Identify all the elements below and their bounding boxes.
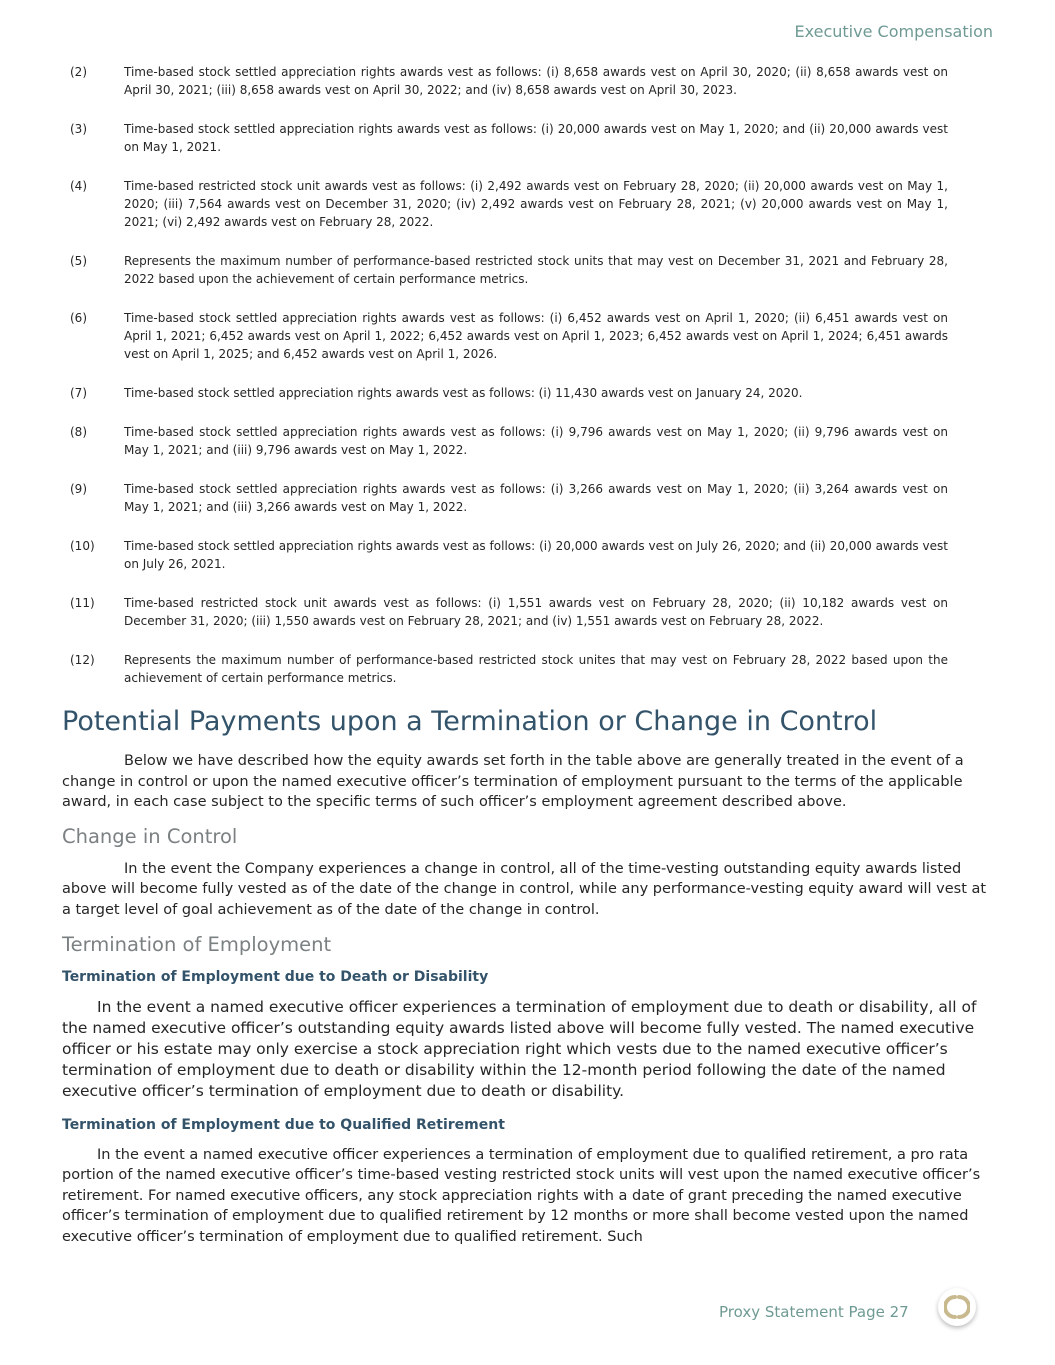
footnote-number: (11)	[70, 596, 95, 610]
footnote	[70, 480, 948, 516]
change-in-control-heading: Change in Control	[62, 824, 238, 848]
footnote	[70, 384, 948, 402]
footnote-number: (9)	[70, 482, 87, 496]
footnote-text: Represents the maximum number of performance-based restricted stock unites that may vest on February 28, 2022 based upon the achievement of certain performance metrics.	[124, 653, 948, 685]
footnote	[70, 120, 948, 156]
footnote-text: Represents the maximum number of performance-based restricted stock units that may vest on December 31, 2021 and February 28, 2022 based upon the achievement of certain performance metrics.	[124, 254, 948, 286]
death-disability-heading: Termination of Employment due to Death or Disability	[62, 968, 489, 985]
footnote	[70, 252, 948, 288]
footnote-text: Time-based stock settled appreciation rights awards vest as follows: (i) 3,266 awards vest on May 1, 2020; (ii) 3,264 awards vest on May 1, 2021; and (iii) 3,266 awards vest on May 1, 2022.	[124, 482, 948, 514]
footnote	[70, 63, 948, 99]
section-header: Executive Compensation	[794, 22, 993, 41]
footnote	[70, 537, 948, 573]
main-section	[62, 703, 990, 1248]
footnote-number: (3)	[70, 122, 87, 136]
death-disability-paragraph: In the event a named executive officer experiences a termination of employment due to death or disability, all of the named executive officer’s outstanding equity awards listed above will become fully vested. The named executive officer or his estate may only exercise a stock appreciation right which vests due to the named executive officer’s termination of employment due to death or disability within the 12-month period following the date of the named executive officer’s termination of employment due to death or disability.	[62, 997, 977, 1100]
retirement-heading: Termination of Employment due to Qualified Retirement	[62, 1116, 505, 1133]
footnote-text: Time-based stock settled appreciation rights awards vest as follows: (i) 6,452 awards vest on April 1, 2020; (ii) 6,451 awards vest on April 1, 2021; 6,452 awards vest on April 1, 2022; 6,452 awards vest on April 1, 2023; 6,452 awards vest on April 1, 2024; 6,451 awards vest on April 1, 2025; and 6,452 awards vest on April 1, 2026.	[124, 311, 948, 361]
footnote	[70, 594, 948, 630]
footnote	[70, 309, 948, 363]
section-title: Potential Payments upon a Termination or Change in Control	[62, 706, 878, 737]
footnote-text: Time-based stock settled appreciation rights awards vest as follows: (i) 20,000 awards vest on July 26, 2020; and (ii) 20,000 awards vest on July 26, 2021.	[124, 539, 948, 571]
footnote	[70, 651, 948, 687]
termination-heading: Termination of Employment	[62, 932, 332, 956]
footnote-number: (8)	[70, 425, 87, 439]
footnote-number: (5)	[70, 254, 87, 268]
logo-mark-icon	[944, 1294, 970, 1320]
retirement-paragraph: In the event a named executive officer experiences a termination of employment due to qualified retirement, a pro rata portion of the named executive officer’s time-based vesting restricted stock units will vest upon the named executive officer’s retirement. For named executive officers, any stock appreciation rights with a date of grant preceding the named executive officer’s termination of employment due to qualified retirement by 12 months or more shall become vested upon the named executive officer’s termination of employment due to qualified retirement. Such	[62, 1146, 981, 1245]
footnote-number: (7)	[70, 386, 87, 400]
intro-paragraph: Below we have described how the equity awards set forth in the table above are generally treated in the event of a change in control or upon the named executive officer’s termination of employment pursuant to the terms of the applicable award, in each case subject to the specific terms of such officer’s employment agreement described above.	[62, 753, 964, 811]
page-footer: Proxy Statement Page 27	[719, 1303, 909, 1321]
footnote-text: Time-based stock settled appreciation rights awards vest as follows: (i) 20,000 awards vest on May 1, 2020; and (ii) 20,000 awards vest on May 1, 2021.	[124, 122, 948, 154]
footnote-text: Time-based restricted stock unit awards vest as follows: (i) 1,551 awards vest on February 28, 2020; (ii) 10,182 awards vest on December 31, 2020; (iii) 1,550 awards vest on February 28, 2021; and (iv) 1,551 awards vest on February 28, 2022.	[124, 596, 948, 628]
footnote-text: Time-based stock settled appreciation rights awards vest as follows: (i) 9,796 awards vest on May 1, 2020; (ii) 9,796 awards vest on May 1, 2021; and (iii) 9,796 awards vest on May 1, 2022.	[124, 425, 948, 457]
footnote-text: Time-based stock settled appreciation rights awards vest as follows: (i) 8,658 awards vest on April 30, 2020; (ii) 8,658 awards vest on April 30, 2021; (iii) 8,658 awards vest on April 30, 2022; and (iv) 8,658 awards vest on April 30, 2023.	[124, 65, 948, 97]
footnote-number: (2)	[70, 65, 87, 79]
footnote	[70, 423, 948, 459]
footnotes-list	[70, 63, 948, 708]
footnote-text: Time-based stock settled appreciation rights awards vest as follows: (i) 11,430 awards vest on January 24, 2020.	[124, 386, 803, 400]
footnote-text: Time-based restricted stock unit awards vest as follows: (i) 2,492 awards vest on February 28, 2020; (ii) 20,000 awards vest on May 1, 2020; (iii) 7,564 awards vest on December 31, 2020; (iv) 2,492 awards vest on February 28, 2021; (v) 20,000 awards vest on May 1, 2021; (vi) 2,492 awards vest on February 28, 2022.	[124, 179, 948, 229]
footnote-number: (6)	[70, 311, 87, 325]
footnote-number: (4)	[70, 179, 87, 193]
company-logo-icon	[938, 1288, 976, 1326]
footnote-number: (12)	[70, 653, 95, 667]
change-in-control-paragraph: In the event the Company experiences a change in control, all of the time-vesting outstanding equity awards listed above will become fully vested as of the date of the change in control, while any performance-vesting equity award will vest at a target level of goal achievement as of the date of the change in control.	[62, 860, 987, 918]
footnote	[70, 177, 948, 231]
footnote-number: (10)	[70, 539, 95, 553]
